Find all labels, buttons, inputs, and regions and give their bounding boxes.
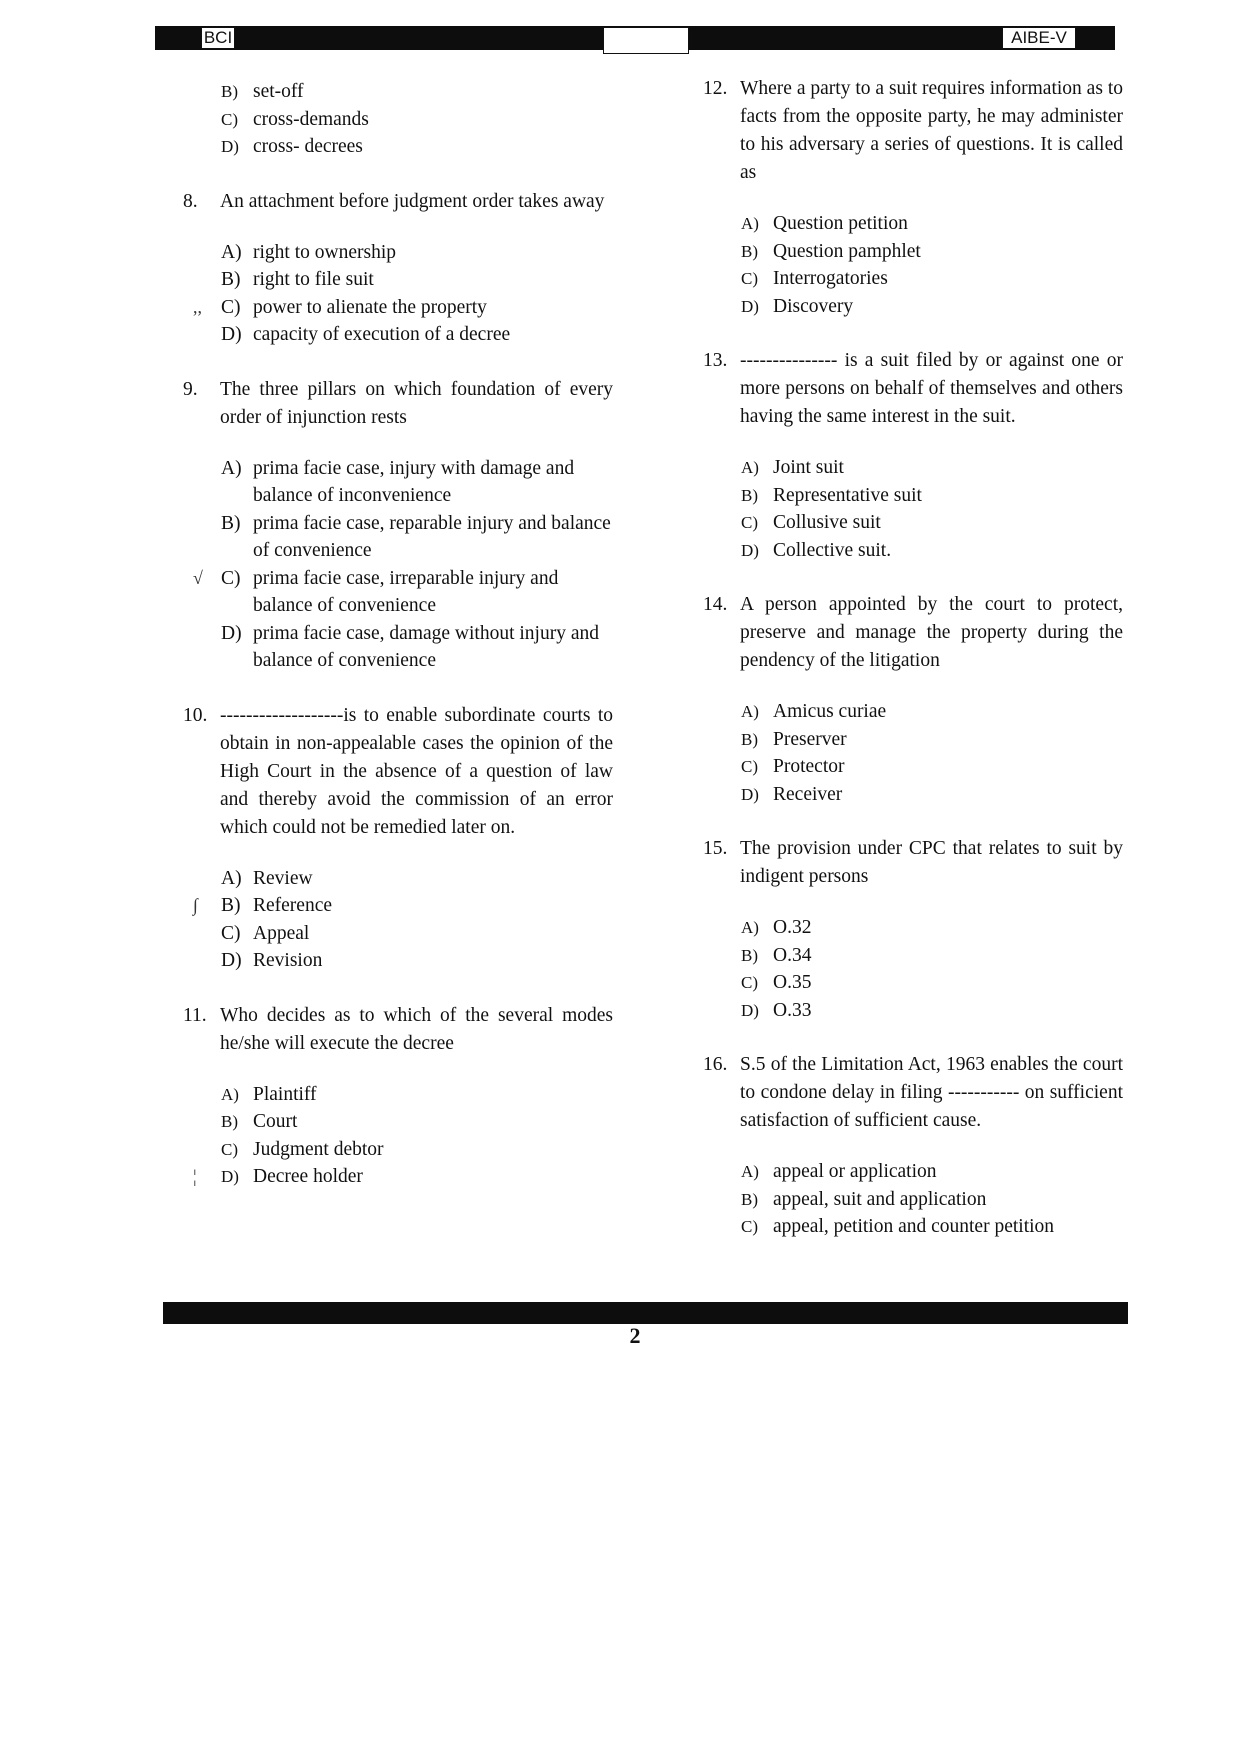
- question-9: [183, 376, 613, 432]
- question-8: [183, 188, 613, 216]
- question-number: 8.: [183, 190, 198, 212]
- handwritten-tick-mark: √: [193, 567, 203, 588]
- question-number: 11.: [183, 1004, 207, 1026]
- question-9-options: [183, 455, 613, 675]
- question-14: [703, 591, 1123, 675]
- question-number: 15.: [703, 838, 728, 859]
- question-text: S.5 of the Limitation Act, 1963 enables the court to condone delay in filing ----------- on sufficient satisfaction of sufficient cause.: [740, 1054, 1123, 1131]
- question-text: --------------- is a suit filed by or against one or more persons on behalf of themselves and others having the same interest in the suit.: [740, 350, 1123, 427]
- option: A) Joint suit: [741, 457, 844, 478]
- question-number: 9.: [183, 378, 198, 400]
- question-10-options: [183, 865, 613, 975]
- header-right-code: AIBE-V: [1002, 27, 1076, 49]
- option: ∫ B) Reference: [183, 892, 613, 920]
- header-center-mark: [603, 27, 689, 54]
- option: B) Preserver: [741, 728, 847, 750]
- question-13: [703, 347, 1123, 431]
- option: C) Judgment debtor: [221, 1138, 384, 1160]
- question-number: 14.: [703, 594, 728, 615]
- option: C) appeal, petition and counter petition: [741, 1216, 1055, 1237]
- option: A) Question petition: [741, 213, 908, 234]
- option: B) right to file suit: [221, 269, 374, 290]
- question-13-options: [703, 454, 1123, 564]
- question-11: [183, 1002, 613, 1058]
- question-text: -------------------is to enable subordinate courts to obtain in non-appealable cases the opinion of the High Court in the absence of a question of law and thereby avoid the commission of an error which could not be remedied later on.: [220, 704, 613, 838]
- option: ¦ D) Decree holder: [183, 1163, 613, 1191]
- handwritten-tick-mark: ∫: [193, 895, 198, 915]
- option: D) Discovery: [741, 295, 854, 317]
- option: D) capacity of execution of a decree: [221, 324, 511, 345]
- option: C) cross-demands: [221, 108, 369, 130]
- option: B) appeal, suit and application: [741, 1188, 987, 1210]
- option: A) O.32: [741, 917, 812, 938]
- question-8-options: [183, 239, 613, 349]
- option: C) Protector: [741, 756, 845, 777]
- question-number: 10.: [183, 704, 208, 726]
- option: A) prima facie case, injury with damage and balance of inconvenience: [221, 457, 575, 506]
- option: D) Collective suit.: [741, 539, 892, 561]
- option: C) Appeal: [221, 922, 310, 944]
- option: A) appeal or application: [741, 1161, 937, 1182]
- option: D) Receiver: [741, 783, 843, 805]
- left-column: [183, 78, 613, 1218]
- option: A) Review: [221, 867, 313, 889]
- option: B) Question pamphlet: [741, 240, 921, 262]
- question-12-options: [703, 210, 1123, 320]
- option: C) O.35: [741, 972, 812, 993]
- option: √ C) prima facie case, irreparable injury and balance of convenience: [183, 565, 613, 620]
- question-15: [703, 835, 1123, 891]
- question-16: [703, 1051, 1123, 1135]
- handwritten-tick-mark: ,,: [193, 296, 202, 317]
- option: A) Plaintiff: [221, 1083, 317, 1105]
- question-16-options: [703, 1158, 1123, 1241]
- question-11-options: [183, 1081, 613, 1191]
- question-text: An attachment before judgment order takes away: [220, 190, 605, 212]
- option: A) right to ownership: [221, 241, 396, 263]
- option: D) cross- decrees: [221, 136, 363, 157]
- option: B) O.34: [741, 944, 812, 966]
- question-number: 12.: [703, 78, 728, 99]
- option: C) Collusive suit: [741, 512, 881, 533]
- question-number: 13.: [703, 350, 728, 371]
- question-text: The three pillars on which foundation of every order of injunction rests: [220, 378, 613, 428]
- question-text: Where a party to a suit requires information as to facts from the opposite party, he may administer to his adversary a series of questions. It is called as: [740, 78, 1123, 183]
- option: D) prima facie case, damage without injury and balance of convenience: [221, 622, 599, 671]
- question-text: Who decides as to which of the several modes he/she will execute the decree: [220, 1004, 613, 1054]
- question-10: [183, 702, 613, 842]
- question-text: A person appointed by the court to protect, preserve and manage the property during the pendency of the litigation: [740, 594, 1123, 671]
- header-left-code: BCI: [201, 27, 235, 49]
- option: B) set-off: [221, 81, 304, 102]
- option: ,, C) power to alienate the property: [183, 294, 613, 322]
- option: D) Revision: [221, 950, 323, 971]
- question-text: The provision under CPC that relates to suit by indigent persons: [740, 838, 1123, 887]
- page-number: 2: [629, 1323, 641, 1348]
- question-15-options: [703, 914, 1123, 1024]
- option: A) Amicus curiae: [741, 701, 887, 722]
- option: C) Interrogatories: [741, 268, 888, 289]
- right-column: [703, 75, 1123, 1268]
- question-number: 16.: [703, 1054, 728, 1075]
- question-14-options: [703, 698, 1123, 808]
- option: B) prima facie case, reparable injury and balance of convenience: [221, 512, 611, 561]
- handwritten-tick-mark: ¦: [193, 1166, 197, 1186]
- option: B) Court: [221, 1111, 298, 1132]
- option: B) Representative suit: [741, 484, 922, 506]
- question-12: [703, 75, 1123, 187]
- footer-bar: [163, 1302, 1128, 1324]
- continuation-options: [183, 78, 613, 161]
- option: D) O.33: [741, 999, 812, 1021]
